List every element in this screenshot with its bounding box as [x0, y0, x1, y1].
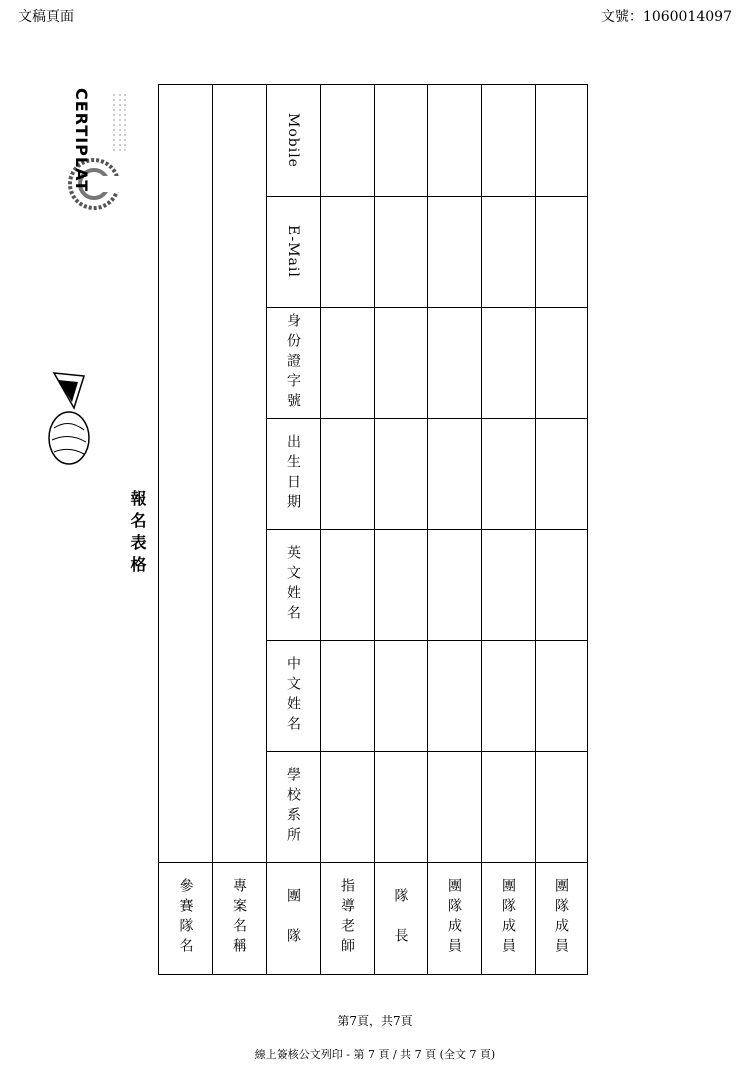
header-chinese-name: 中文姓名: [285, 655, 301, 736]
row-label-member-1: 團隊成員: [446, 878, 462, 958]
header-english-name: 英文姓名: [285, 544, 301, 625]
row-label-member-2: 團隊成員: [500, 878, 516, 958]
print-footer: 線上簽核公文列印 - 第 7 頁 / 共 7 頁 (全文 7 頁): [254, 1048, 496, 1061]
document-number: 文號：1060014097: [600, 9, 732, 25]
header-birth-date: 出生日期: [285, 433, 301, 514]
certiplat-logo: [62, 84, 128, 214]
row-label-team: 團 隊: [285, 888, 301, 948]
row-label-team-name: 參賽隊名: [177, 878, 194, 958]
form-title: 報名表格: [128, 490, 147, 578]
row-label-leader: 隊 長: [392, 888, 409, 948]
row-label-member-3: 團隊成員: [553, 878, 569, 958]
row-label-project-name: 專案名稱: [231, 878, 247, 958]
certiplat-logo-text: CERTIPLAT: [72, 88, 91, 193]
globe-badge-icon: [44, 368, 94, 468]
header-mobile: Mobile: [285, 113, 301, 168]
page-number: 第7頁，共7頁: [337, 1014, 413, 1028]
registration-form-table: [158, 84, 588, 975]
header-school-dept: 學校系所: [285, 766, 301, 847]
header-id-number: 身份證字號: [285, 312, 301, 413]
row-label-advisor: 指導老師: [339, 878, 355, 958]
header-left-label: 文稿頁面: [18, 9, 74, 25]
header-email: E-Mail: [285, 225, 301, 278]
